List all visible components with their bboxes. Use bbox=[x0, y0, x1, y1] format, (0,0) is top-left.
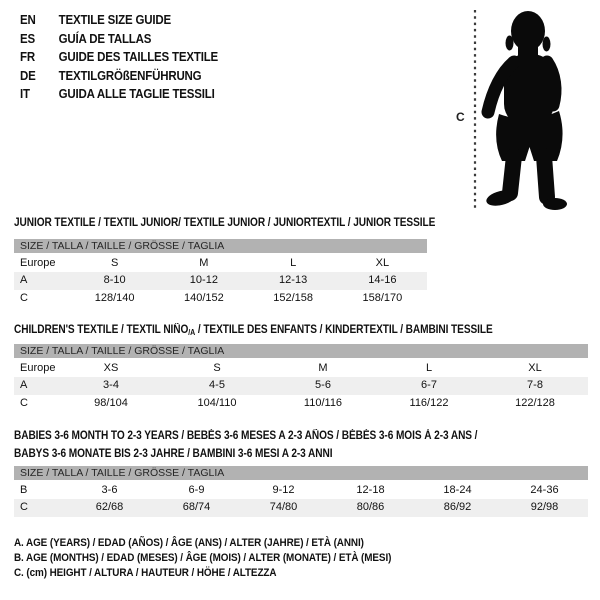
size-cell: 6-9 bbox=[188, 483, 205, 496]
size-cell: L bbox=[290, 256, 297, 269]
language-row bbox=[20, 11, 218, 30]
row-label: B bbox=[20, 483, 28, 496]
note-line: A. AGE (YEARS) / EDAD (AÑOS) / ÂGE (ANS) / ALTER (JAHRE) / ETÀ (ANNI) bbox=[14, 537, 364, 549]
size-cell: XL bbox=[375, 256, 390, 269]
size-cell: 116/122 bbox=[409, 396, 449, 409]
row-label: Europe bbox=[20, 361, 56, 374]
size-cell: 8-10 bbox=[103, 274, 126, 286]
language-title: TEXTILE SIZE GUIDE bbox=[58, 13, 171, 27]
size-cell: 12-13 bbox=[279, 274, 308, 286]
size-cell: 7-8 bbox=[527, 379, 543, 391]
size-cell: 18-24 bbox=[443, 483, 472, 496]
language-row bbox=[20, 30, 218, 49]
row-label: Europe bbox=[20, 256, 56, 269]
size-cell: 158/170 bbox=[362, 291, 403, 304]
children-size-table bbox=[14, 344, 588, 412]
title-line: BABYS 3-6 MONATE BIS 2-3 JAHRE / BAMBINI 3-6 MESI A 2-3 ANNI bbox=[14, 448, 333, 460]
size-cell: 4-5 bbox=[209, 379, 225, 391]
table-title-junior: JUNIOR TEXTILE / TEXTIL JUNIOR/ TEXTILE JUNIOR / JUNIORTEXTIL / JUNIOR TESSILE bbox=[14, 217, 436, 229]
size-cell: 152/158 bbox=[273, 291, 313, 304]
table-row-age bbox=[14, 272, 427, 290]
size-cell: S bbox=[213, 361, 221, 374]
size-cell: XL bbox=[528, 361, 542, 374]
size-cell: 122/128 bbox=[515, 396, 555, 409]
title-line: BABIES 3-6 MONTH TO 2-3 YEARS / BEBÉS 3-6 MESES A 2-3 AÑOS / BÉBÉS 3-6 MOIS À 2-3 ANS / bbox=[14, 430, 478, 442]
size-cell: M bbox=[199, 256, 209, 269]
table-row-age bbox=[14, 377, 588, 395]
language-row bbox=[20, 85, 218, 104]
language-row bbox=[20, 67, 218, 86]
row-label: C bbox=[20, 291, 28, 304]
size-cell: 80/86 bbox=[356, 501, 385, 513]
language-code: ES bbox=[20, 31, 35, 46]
table-row-europe bbox=[14, 360, 588, 378]
babies-size-table bbox=[14, 466, 588, 517]
size-cell: 10-12 bbox=[189, 274, 218, 286]
size-cell: S bbox=[110, 256, 119, 269]
size-cell: 98/104 bbox=[94, 396, 128, 409]
size-cell: 24-36 bbox=[530, 483, 559, 496]
size-cell: XS bbox=[103, 361, 119, 374]
language-title: GUÍA DE TALLAS bbox=[58, 31, 152, 46]
size-cell: M bbox=[318, 361, 328, 374]
title-subscript: /A bbox=[188, 328, 196, 337]
size-cell: 110/116 bbox=[303, 396, 343, 409]
size-cell: 104/110 bbox=[197, 396, 237, 409]
size-cell: 92/98 bbox=[530, 501, 559, 513]
table-title-babies bbox=[14, 427, 477, 463]
size-cell: 3-6 bbox=[101, 483, 118, 496]
table-title-children bbox=[14, 321, 493, 342]
note-line: C. (cm) HEIGHT / ALTURA / HAUTEUR / HÖHE / ALTEZZA bbox=[14, 567, 277, 580]
size-cell: 5-6 bbox=[315, 379, 331, 391]
language-title: GUIDA ALLE TAGLIE TESSILI bbox=[58, 87, 215, 102]
size-cell: 86/92 bbox=[443, 501, 472, 513]
language-code: EN bbox=[20, 13, 36, 27]
language-row bbox=[20, 48, 218, 67]
size-header-bar: SIZE / TALLA / TAILLE / GRÖSSE / TAGLIA bbox=[14, 239, 427, 253]
size-cell: 6-7 bbox=[421, 379, 437, 391]
table-row-height bbox=[14, 395, 588, 413]
height-measure-label: C bbox=[456, 110, 465, 124]
title-part: CHILDREN'S TEXTILE / TEXTIL NIÑO bbox=[14, 324, 189, 336]
row-label: A bbox=[20, 274, 28, 286]
size-cell: 140/152 bbox=[183, 291, 224, 304]
language-code: DE bbox=[20, 68, 36, 83]
table-row-months bbox=[14, 482, 588, 500]
table-row-height bbox=[14, 499, 588, 517]
language-code: FR bbox=[20, 50, 35, 65]
size-cell: 12-18 bbox=[356, 483, 385, 496]
size-cell: 9-12 bbox=[272, 483, 295, 496]
size-cell: L bbox=[425, 361, 433, 374]
size-cell: 14-16 bbox=[368, 274, 397, 286]
table-row-europe bbox=[14, 255, 427, 273]
size-cell: 62/68 bbox=[95, 501, 124, 513]
size-cell: 74/80 bbox=[269, 501, 298, 513]
table-row-height bbox=[14, 290, 427, 308]
size-header-bar: SIZE / TALLA / TAILLE / GRÖSSE / TAGLIA bbox=[14, 466, 588, 480]
size-cell: 68/74 bbox=[182, 501, 211, 513]
toddler-silhouette-icon bbox=[440, 0, 600, 220]
language-title: GUIDE DES TAILLES TEXTILE bbox=[58, 50, 219, 65]
language-code: IT bbox=[20, 87, 30, 102]
row-label: C bbox=[20, 396, 28, 409]
language-title: TEXTILGRÖßENFÜHRUNG bbox=[58, 68, 202, 83]
note-line: B. AGE (MONTHS) / EDAD (MESES) / ÂGE (MOIS) / ALTER (MONATE) / ETÀ (MESI) bbox=[14, 552, 392, 565]
title-part: / TEXTILE DES ENFANTS / KINDERTEXTIL / BAMBINI TESSILE bbox=[195, 324, 493, 336]
legend-notes bbox=[14, 536, 433, 582]
size-header-bar: SIZE / TALLA / TAILLE / GRÖSSE / TAGLIA bbox=[14, 344, 588, 358]
size-cell: 3-4 bbox=[103, 379, 119, 391]
size-cell: 128/140 bbox=[94, 291, 135, 304]
row-label: C bbox=[20, 501, 28, 513]
junior-size-table bbox=[14, 239, 427, 307]
row-label: A bbox=[20, 379, 28, 391]
language-list bbox=[20, 11, 235, 104]
